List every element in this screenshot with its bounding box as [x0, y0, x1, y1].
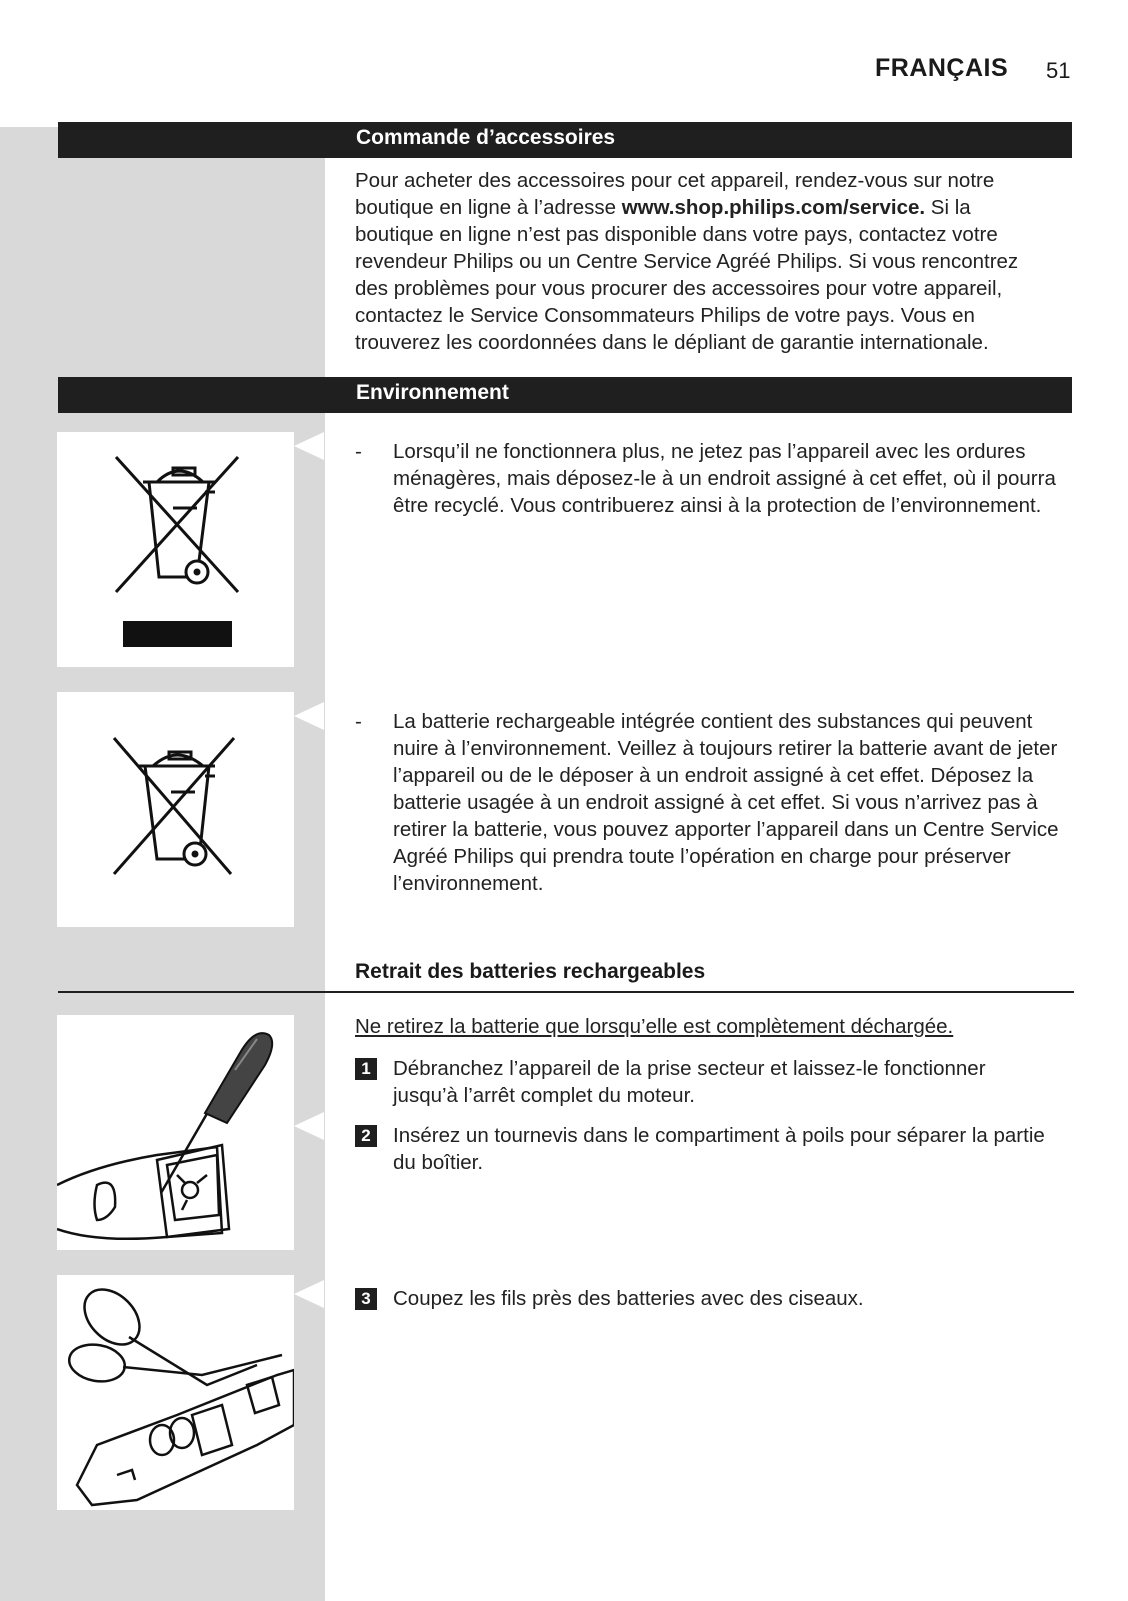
bullet-dash: - [355, 440, 362, 463]
section-rule [58, 991, 1074, 993]
section-bar-environment [58, 377, 1072, 413]
scissors-cutting-wires-illustration [57, 1275, 294, 1510]
crossed-out-wheelie-bin-icon [57, 692, 294, 927]
paragraph-text: Si la boutique en ligne n’est pas disponible dans votre pays, contactez votre revendeur Philips ou un Centre Service Agréé Philips. Si vous rencontrez des problèmes pour vous procurer des accessoires pour votre appareil, contactez le Service Consommateurs Philips de votre pays. Vous en trouverez les coordonnées dans le dépliant de garantie internationale. [355, 196, 1019, 354]
section-title: Environnement [356, 381, 509, 404]
bullet-text: Lorsqu’il ne fonctionnera plus, ne jetez pas l’appareil avec les ordures ménagères, mais déposez-le à un endroit assigné à cet effet, où il pourra être recyclé. Vous contribuerez ainsi à la protection de l’environnement. [393, 440, 1056, 517]
step-text: Insérez un tournevis dans le compartiment à poils pour séparer la partie du boîtier. [393, 1124, 1045, 1174]
illustration-pointer [294, 1112, 324, 1140]
screwdriver-opening-device-illustration [57, 1015, 294, 1250]
accessories-paragraph [355, 167, 1055, 356]
weee-bin-illustration [57, 692, 294, 927]
crossed-out-wheelie-bin-icon [57, 432, 294, 667]
shop-url: www.shop.philips.com/service. [621, 196, 926, 219]
language-header: FRANÇAIS [875, 54, 1009, 82]
paragraph-text: Pour acheter des accessoires pour cet appareil, rendez-vous sur notre boutique en ligne à l’adresse [355, 169, 995, 219]
step-number-badge: 3 [355, 1288, 377, 1310]
step-text: Débranchez l’appareil de la prise secteur et laissez-le fonctionner jusqu’à l’arrêt complet du moteur. [393, 1057, 986, 1107]
section-title-battery-removal: Retrait des batteries rechargeables [355, 960, 706, 983]
step-text: Coupez les fils près des batteries avec des ciseaux. [393, 1287, 864, 1310]
step-number-badge: 1 [355, 1058, 377, 1080]
scissors-illustration [57, 1275, 294, 1510]
illustration-pointer [294, 432, 324, 460]
bullet-dash: - [355, 710, 362, 733]
weee-bin-illustration [57, 432, 294, 667]
step-number-badge: 2 [355, 1125, 377, 1147]
battery-warning: Ne retirez la batterie que lorsqu’elle est complètement déchargée. [355, 1015, 954, 1038]
page-number: 51 [1046, 58, 1071, 83]
section-title: Commande d’accessoires [356, 126, 616, 149]
illustration-pointer [294, 702, 324, 730]
bullet-text: La batterie rechargeable intégrée contient des substances qui peuvent nuire à l’environnement. Veillez à toujours retirer la batterie avant de jeter l’appareil ou de le déposer à un endroit assigné à cet effet. Déposez la batterie usagée à un endroit assigné à cet effet. Si vous n’arrivez pas à retirer la batterie, vous pouvez apporter l’appareil dans un Centre Service Agréé Philips qui prendra toute l’opération en charge pour préserver l’environnement. [393, 710, 1059, 895]
illustration-pointer [294, 1280, 324, 1308]
section-bar-accessories [58, 122, 1072, 158]
screwdriver-illustration [57, 1015, 294, 1250]
